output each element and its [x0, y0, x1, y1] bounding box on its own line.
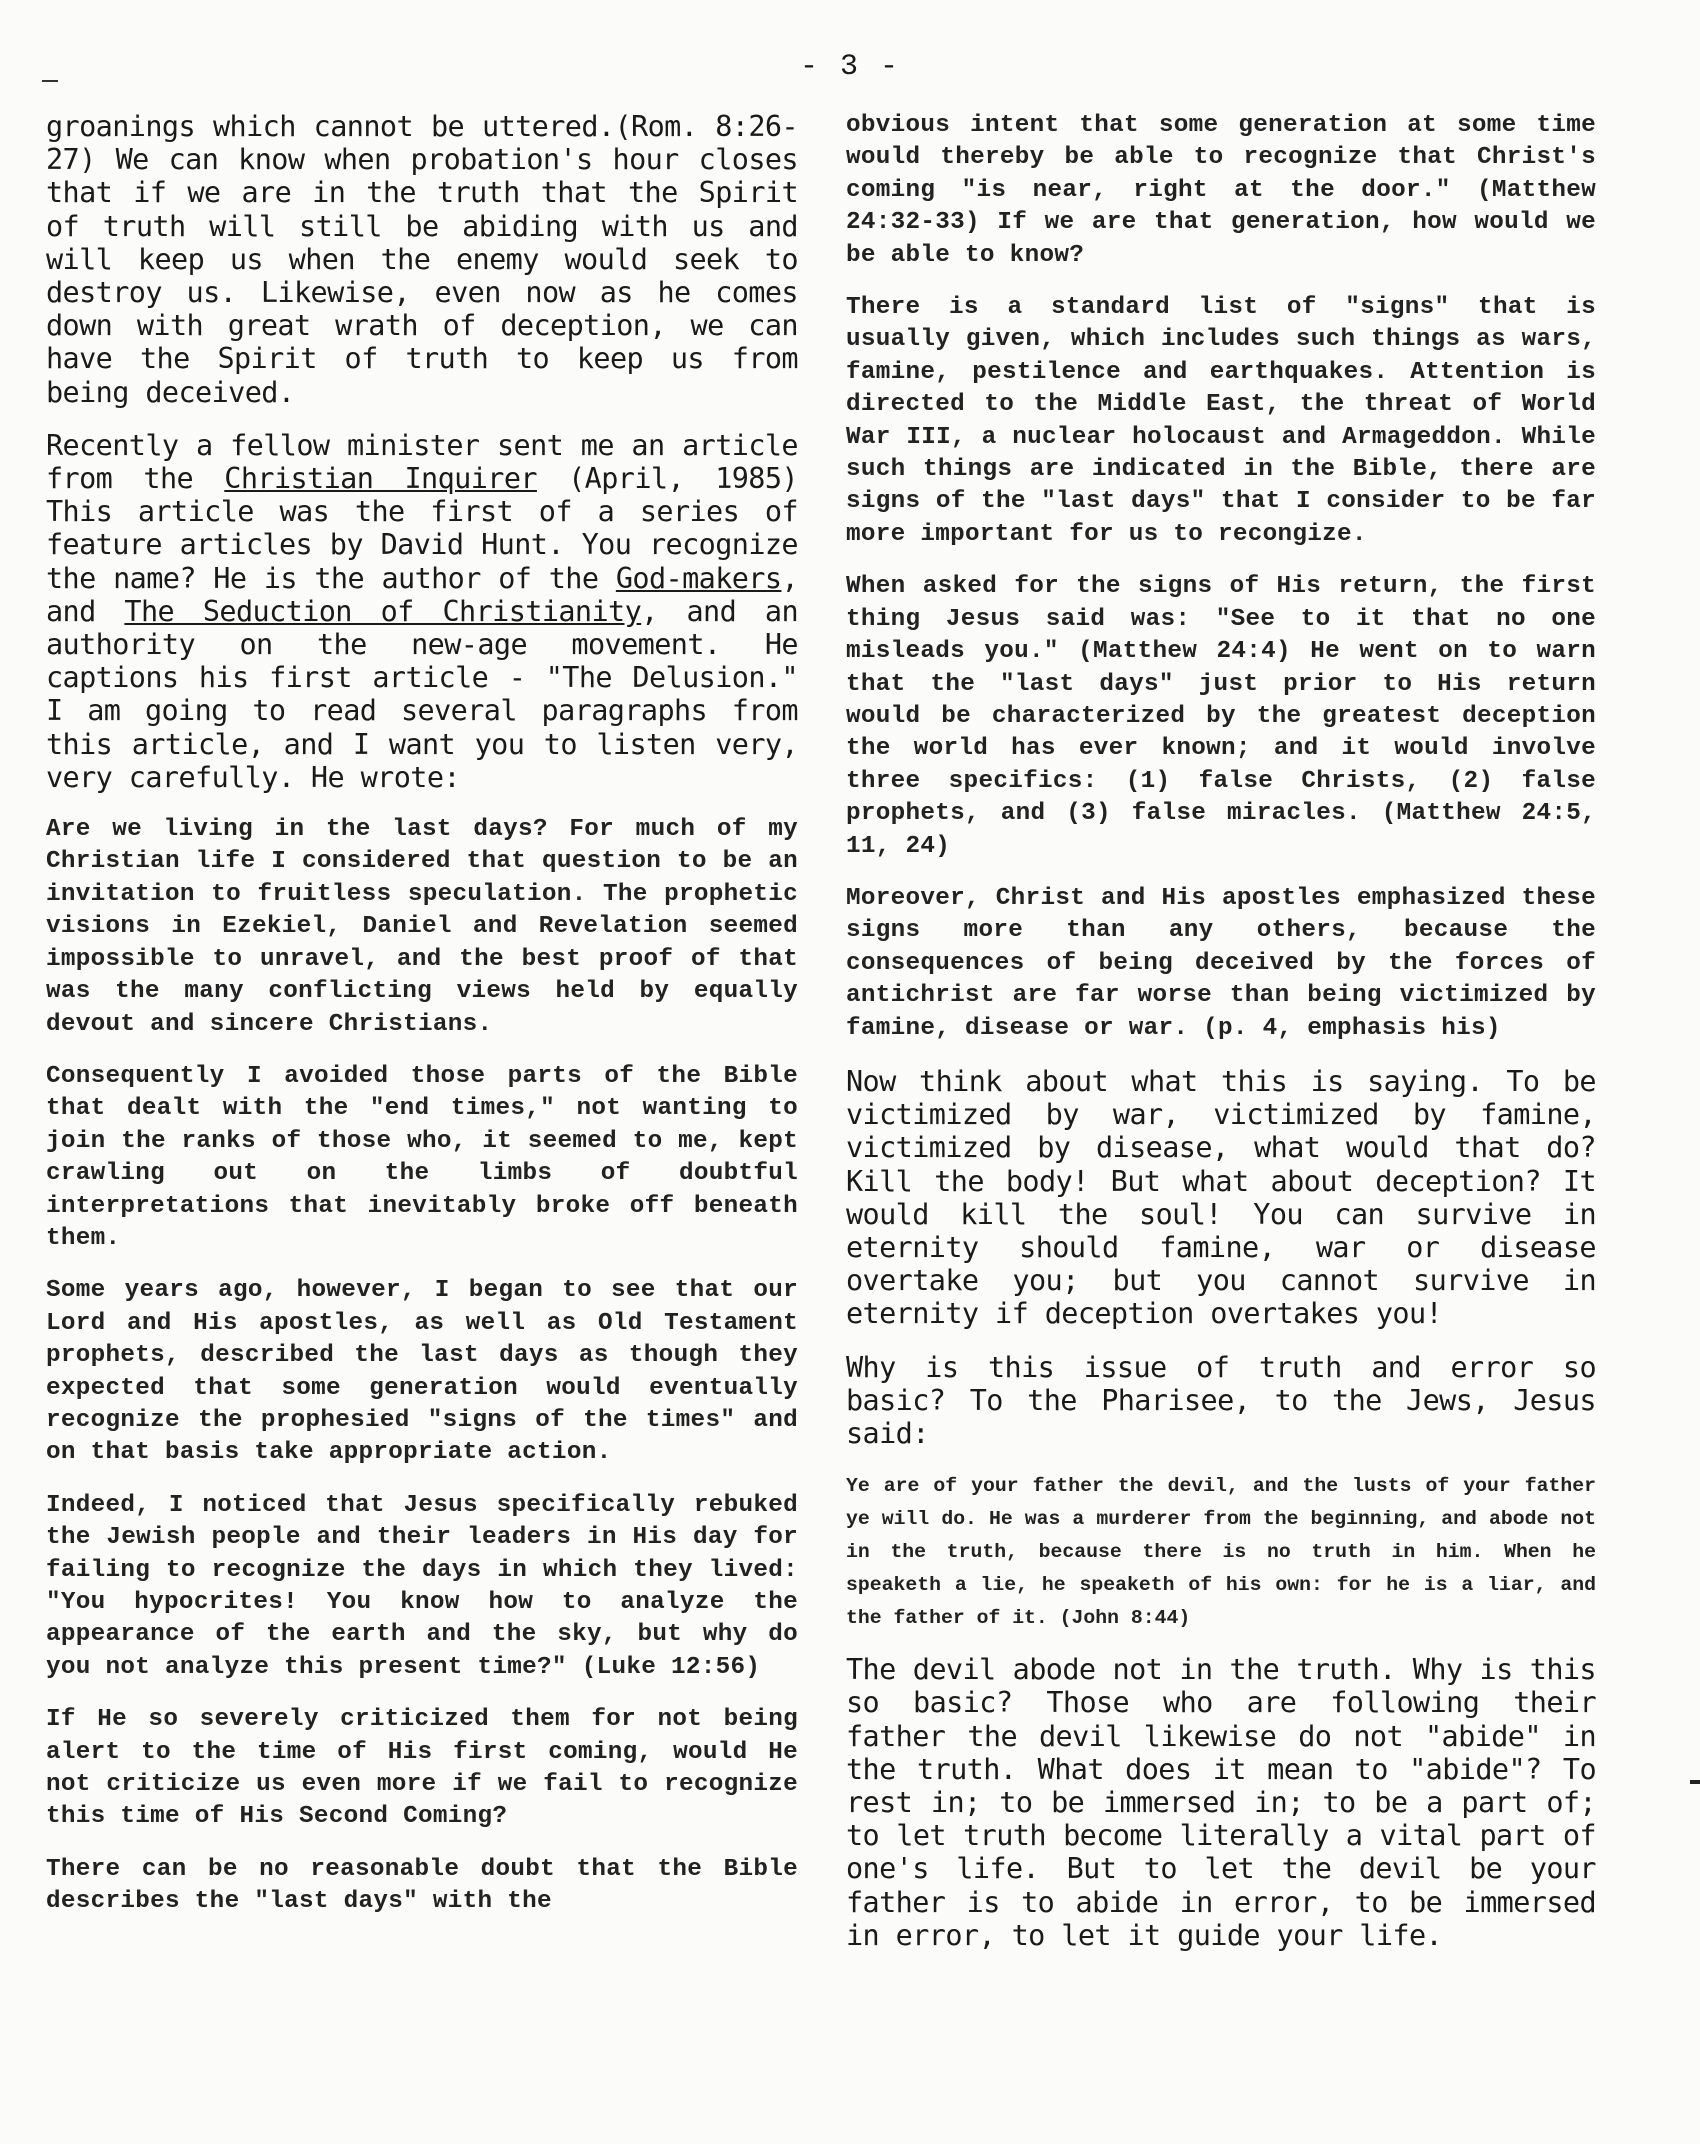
- text-run: Ye are of your father the devil, and the lusts of your father ye will do. He was a murderer from the beginning, and: [846, 1475, 1596, 1531]
- text-run: obvious intent that: [846, 112, 1159, 139]
- text-run: (April, 1985) This article was the first of a series of feature articles by David Hunt. You recognize the name? He is the author of the: [46, 462, 798, 595]
- scripture-quote: [846, 1470, 1596, 1635]
- edge-mark: [1690, 1780, 1700, 1784]
- quoted-paragraph: There is a standard list of "signs" that is usually given, which includes such things as wars, famine, pestilence and earthquakes. Attention is directed to the Middle East, the threat of World War III, a nuclear holocaust and Armageddon. While such things are indicated in the Bible, there are signs of the "last days" that I consider to be far more important for us to recongize.: [846, 294, 1596, 548]
- paragraph: Now think about what this is saying. To be victimized by war, victimized by famine, victimized by disease, what would that do? Kill the body! But what about deception? It would kill the soul! You can survive in eternity should famine, war or disease overtake you; but you cannot survive in eternity if deception overtakes you!: [846, 1064, 1596, 1331]
- paragraph: The devil abode not in the truth. Why is this so basic? Those who are following their father the devil likewise do not "abide" in the truth. What does it mean to "abide"? To rest in; to be immersed in; to be a part of; to let truth become literally a vital part of one's life. But to let the devil be your father is to abide in error, to be immersed in error, to let it guide your life.: [846, 1653, 1596, 1952]
- quoted-paragraph: Moreover, Christ and His apostles emphasized these signs more than any others, because the consequences of being deceived by the forces of antichrist are far worse than being victimized by famine, disease or war. (p. 4, emphasis his): [846, 884, 1596, 1042]
- page-number: - 3 -: [799, 50, 900, 84]
- text-run: , and an authority on the new-age movement. He captions his first article - "The Delusion." I am going to read several paragraphs from this article, and I want you to listen very, very carefully. He wrote:: [46, 594, 799, 794]
- quoted-paragraph: Consequently I avoided those parts of the Bible that dealt with the "end times," not wanting to join the ranks of those who, it seemed to me, kept crawling out on the limbs of doubtful interpretations that inevitably broke off beneath them.: [46, 1062, 798, 1252]
- quoted-paragraph: [846, 110, 1596, 272]
- quoted-paragraph: Some years ago, however, I began to see that our Lord and His apostles, as well as Old Testament prophets, described the last days as though they expected that some generation would eventually recognize the prophesied "signs of the times" and on that basis take appropriate action.: [46, 1277, 798, 1467]
- quoted-paragraph: Are we living in the last days? For much of my Christian life I considered that question to be an invitation to fruitless speculation. The prophetic visions in Ezekiel, Daniel and Revelation seemed impossible to unravel, and the best proof of that was the many conflicting views held by equally devout and sincere Christians.: [46, 816, 798, 1038]
- text-run: thing Jesus said was: "See to it that no one misleads you." (Matthew 24:4) He went on to warn that the "last days" just prior to His return would be characterized by the greatest deception the world has ever known; and it would involve three specifics: (1) false Christs, (2) false prophets, and (3) false miracles. (Matthew 24:5, 11, 24): [846, 605, 1596, 860]
- paragraph: groanings which cannot be uttered.(Rom. 8:26-27) We can know when probation's hour closes that if we are in the truth that the Spirit of truth will still be abiding with us and will keep us when the enemy would seek to destroy us. Likewise, even now as he comes down with great wrath of deception, we can have the Spirit of truth to keep us from being deceived.: [46, 110, 798, 409]
- paragraph: [46, 429, 798, 794]
- quoted-paragraph: If He so severely criticized them for not being alert to the time of His first coming, would He not criticize us even more if we fail to recognize this time of His Second Coming?: [46, 1706, 798, 1831]
- emphasis: some time: [1456, 112, 1596, 139]
- text-run: When asked for the signs of His return, the: [846, 573, 1522, 601]
- text-run: at: [1387, 112, 1457, 139]
- text-run: , and: [46, 561, 798, 628]
- quoted-paragraph: Indeed, I noticed that Jesus specifically rebuked the Jewish people and their leaders in His day for failing to recognize the days in which they lived: "You hypocrites! You know how to analyze the appearance of the earth and the sky, but why do you not analyze this present time?" (Luke 12:56): [46, 1491, 798, 1681]
- publication-title: Christian Inquirer: [224, 462, 537, 496]
- text-run: , because there is no truth in him. When he speaketh a lie, he speaketh of his own: for he is a liar, and the father of it. (John 8:44): [846, 1541, 1596, 1630]
- emphasis: abode not in the truth: [846, 1508, 1596, 1564]
- emphasis: some generation: [1158, 112, 1388, 139]
- emphasis: first: [1521, 573, 1596, 601]
- left-column: [46, 110, 798, 1939]
- book-title: The Seduction of Christianity: [124, 594, 642, 628]
- text-run: Recently a fellow minister sent me an article from the: [46, 428, 798, 496]
- quoted-paragraph: There can be no reasonable doubt that the Bible describes the "last days" with the: [46, 1855, 798, 1916]
- margin-mark: [42, 80, 58, 82]
- text-run: would thereby be able to recognize that Christ's coming "is near, right at the door." (Matthew 24:32-33) If we are that generation, how would we be able to know?: [846, 144, 1596, 269]
- quoted-paragraph: [846, 571, 1596, 863]
- book-title: God-makers: [615, 561, 782, 595]
- paragraph: Why is this issue of truth and error so basic? To the Pharisee, to the Jews, Jesus said:: [846, 1350, 1596, 1450]
- right-column: [846, 110, 1596, 1972]
